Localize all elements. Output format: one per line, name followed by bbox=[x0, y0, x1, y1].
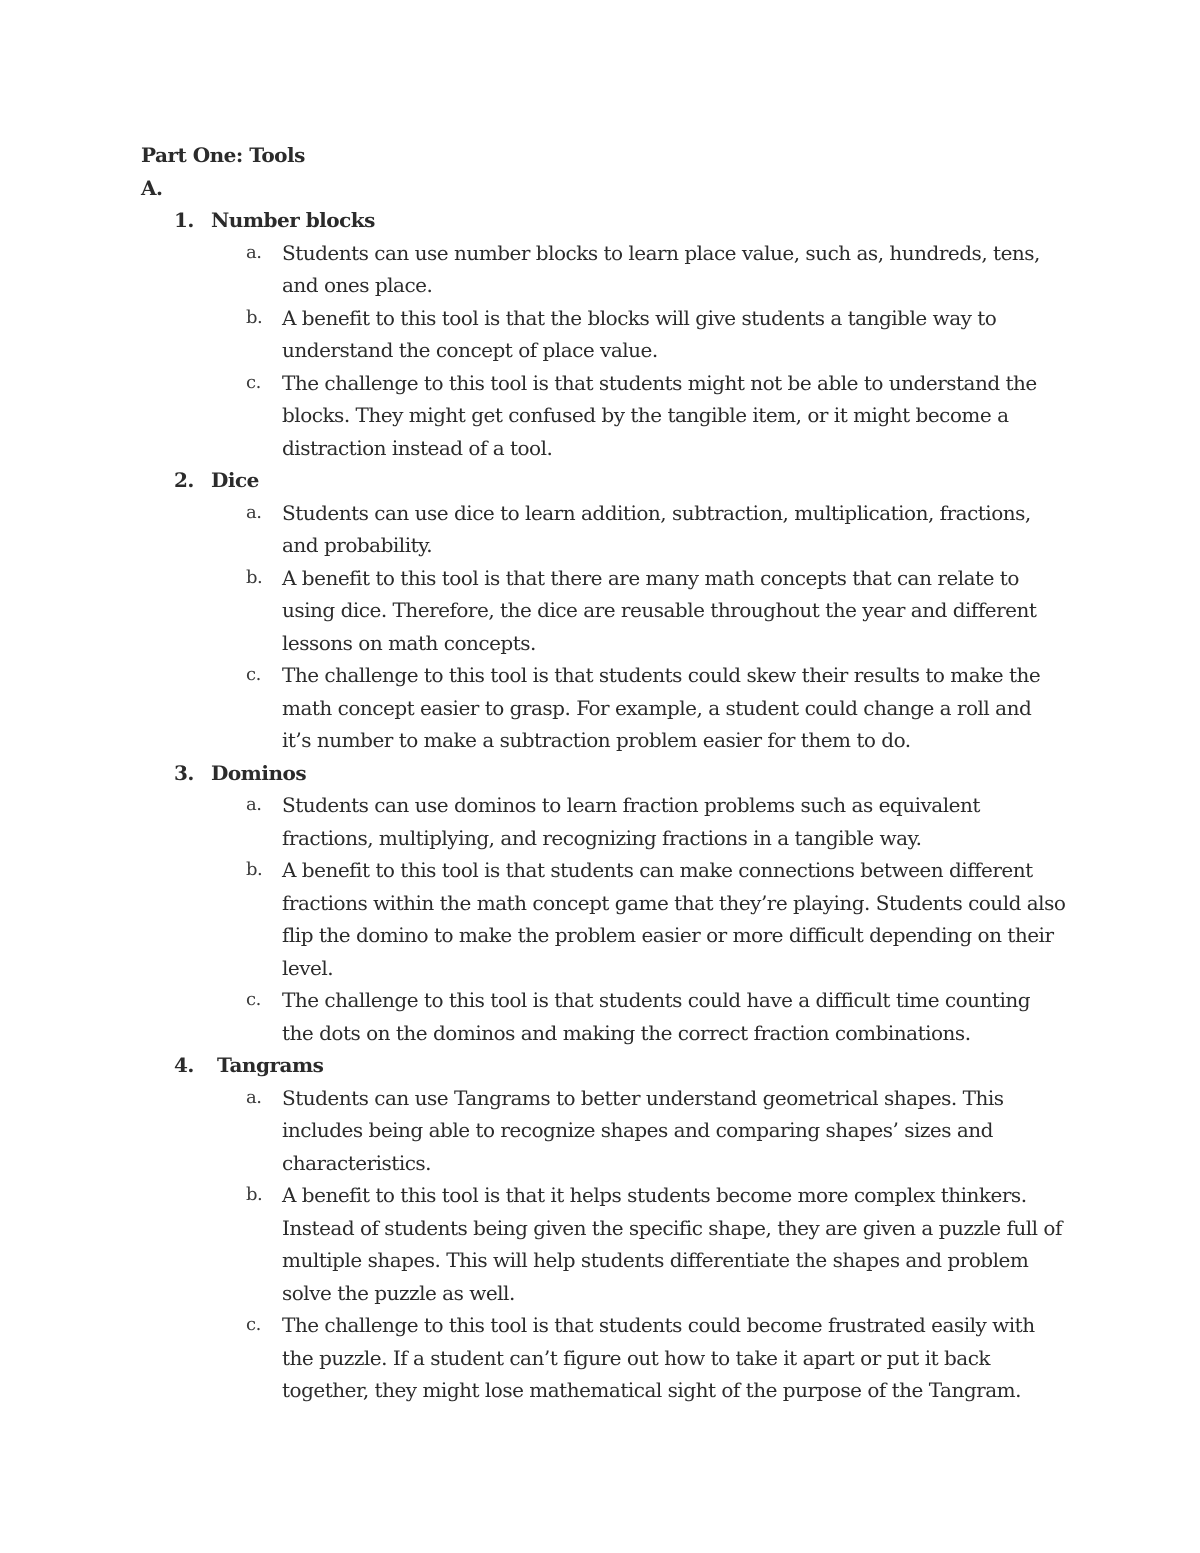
sub-item-text: The challenge to this tool is that students might not be able to understand the blocks. They might get confused by the tangible item, or it might become a distraction instead of a tool. bbox=[282, 370, 1037, 460]
sub-item-letter: a. bbox=[246, 1086, 262, 1108]
list-item-dice bbox=[141, 464, 1066, 757]
sub-item-letter: c. bbox=[246, 1314, 261, 1335]
item-title: Tangrams bbox=[217, 1053, 324, 1077]
sub-item bbox=[141, 367, 1066, 465]
sub-item-letter: b. bbox=[246, 1184, 263, 1205]
sub-item bbox=[141, 302, 1066, 367]
sub-item bbox=[141, 984, 1066, 1049]
item-number: 3. bbox=[174, 760, 194, 785]
sub-item-text: Students can use number blocks to learn place value, such as, hundreds, tens, and ones place. bbox=[282, 240, 1040, 297]
sub-item-letter: a. bbox=[246, 794, 262, 815]
sub-item bbox=[141, 237, 1066, 302]
sub-item-letter: a. bbox=[246, 241, 262, 263]
tools-list bbox=[141, 204, 1066, 1407]
sub-item bbox=[141, 1082, 1066, 1180]
sub-item-letter: b. bbox=[246, 306, 263, 328]
sub-item bbox=[141, 1179, 1066, 1309]
section-label: A. bbox=[141, 175, 163, 200]
sub-item bbox=[141, 497, 1066, 562]
sub-item bbox=[141, 659, 1066, 757]
sub-item-letter: b. bbox=[246, 566, 263, 588]
sub-item-letter: c. bbox=[246, 664, 261, 685]
list-item-number-blocks bbox=[141, 204, 1066, 464]
sub-item bbox=[141, 562, 1066, 660]
list-item-dominos bbox=[141, 757, 1066, 1050]
item-number: 1. bbox=[174, 208, 194, 232]
sub-item-letter: c. bbox=[246, 371, 261, 393]
sub-item-letter: a. bbox=[246, 501, 262, 523]
item-number: 2. bbox=[174, 468, 194, 492]
item-title: Dominos bbox=[211, 760, 307, 785]
sub-item-text: The challenge to this tool is that students could have a difficult time counting the dots on the dominos and making the correct fraction combinations. bbox=[282, 988, 1031, 1045]
list-item-tangrams bbox=[141, 1049, 1066, 1407]
sub-item-text: The challenge to this tool is that students could become frustrated easily with the puzzle. If a student can’t figure out how to take it apart or put it back together, they might lose mathematical sight of the purpose of the Tangram. bbox=[282, 1313, 1035, 1402]
sub-item-text: Students can use Tangrams to better understand geometrical shapes. This includes being able to recognize shapes and comparing shapes’ sizes and characteristics. bbox=[282, 1085, 1004, 1175]
sub-item-text: A benefit to this tool is that it helps students become more complex thinkers. Instead of students being given the specific shape, they are given a puzzle full of multiple shapes. This will help students differentiate the shapes and problem solve the puzzle as well. bbox=[282, 1183, 1062, 1305]
sub-item-text: Students can use dominos to learn fraction problems such as equivalent fractions, multiplying, and recognizing fractions in a tangible way. bbox=[282, 793, 980, 850]
sub-item-text: A benefit to this tool is that the blocks will give students a tangible way to understand the concept of place value. bbox=[282, 305, 997, 362]
document-body bbox=[141, 139, 1066, 1407]
sub-item-text: A benefit to this tool is that there are many math concepts that can relate to using dice. Therefore, the dice are reusable throughout the year and different lessons on math concepts. bbox=[282, 565, 1037, 655]
item-title: Number blocks bbox=[211, 208, 375, 232]
sub-item-text: Students can use dice to learn addition, subtraction, multiplication, fractions, and probability. bbox=[282, 500, 1031, 557]
sub-item bbox=[141, 854, 1066, 984]
sub-item-letter: c. bbox=[246, 989, 261, 1010]
sub-item-letter: b. bbox=[246, 859, 263, 880]
sub-item bbox=[141, 1309, 1066, 1407]
sub-item-text: A benefit to this tool is that students can make connections between different fractions within the math concept game that they’re playing. Students could also flip the domino to make the problem easier or more difficult depending on their level. bbox=[282, 858, 1066, 980]
sub-item bbox=[141, 789, 1066, 854]
item-title: Dice bbox=[211, 468, 259, 492]
sub-item-text: The challenge to this tool is that students could skew their results to make the math concept easier to grasp. For example, a student could change a roll and it’s number to make a subtraction problem easier for them to do. bbox=[282, 663, 1041, 752]
item-number: 4. bbox=[174, 1053, 194, 1077]
page-title: Part One: Tools bbox=[141, 143, 305, 167]
